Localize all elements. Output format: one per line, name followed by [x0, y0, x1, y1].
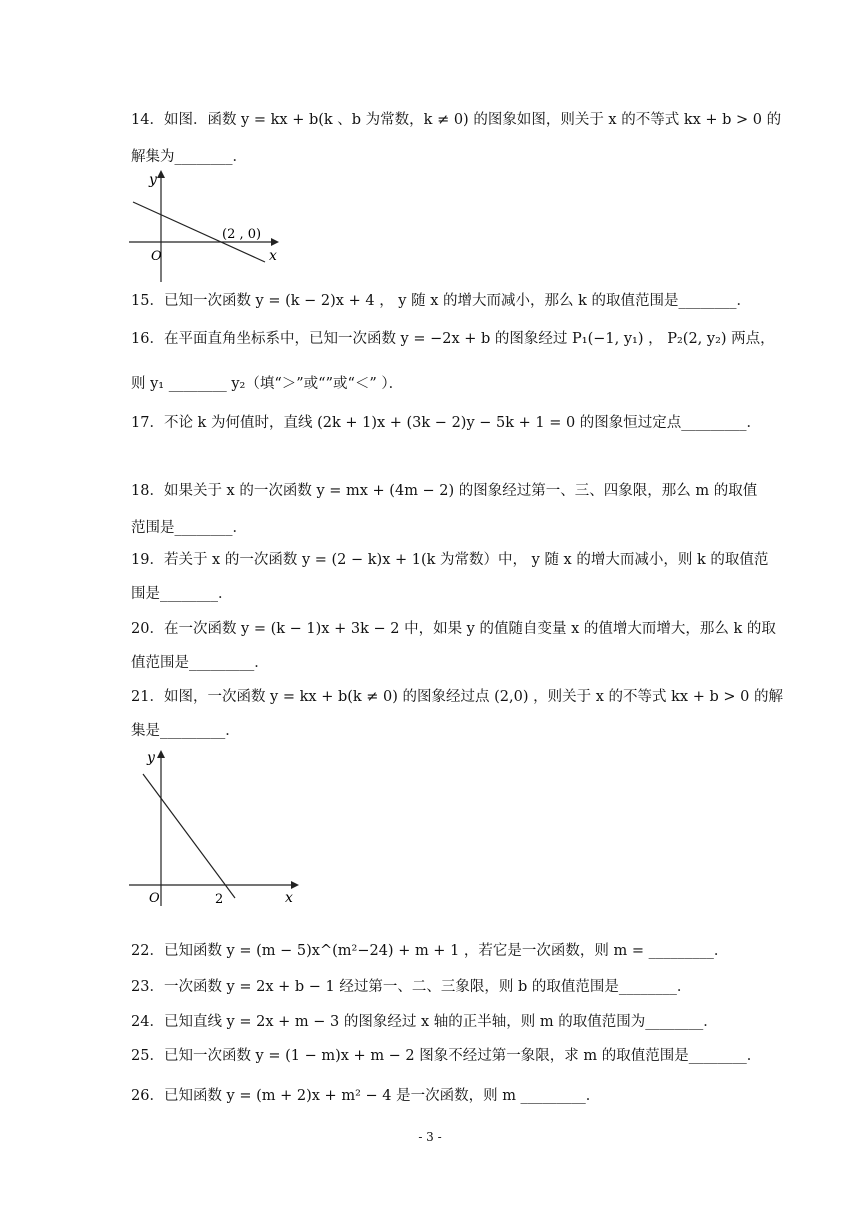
q26-line: 26．已知函数 y = (m + 2)x + m² − 4 是一次函数，则 m _________．	[131, 1088, 601, 1104]
q21-x-arrow	[291, 881, 299, 889]
q14-origin-label: O	[151, 249, 162, 264]
q14-figure	[125, 168, 285, 286]
q21-graph-line	[143, 774, 235, 898]
q18-line1: 18．如果关于 x 的一次函数 y = mx + (4m − 2) 的图象经过第一、三、四象限，那么 m 的取值	[131, 483, 758, 499]
q21-point-label: 2	[215, 892, 224, 907]
q22-line: 22．已知函数 y = (m − 5)x^(m²−24) + m + 1 ，若它是一次函数，则 m = _________．	[131, 943, 729, 959]
q14-x-label: x	[269, 248, 277, 264]
q21-x-label: x	[285, 890, 293, 906]
page-number: - 3 -	[418, 1130, 442, 1144]
q20-line1: 20．在一次函数 y = (k − 1)x + 3k − 2 中，如果 y 的值随自变量 x 的值增大而增大，那么 k 的取	[131, 621, 776, 637]
q18-line2: 范围是________．	[131, 520, 247, 536]
q21-line2: 集是_________．	[131, 723, 240, 739]
q14-line2: 解集为________．	[131, 149, 247, 165]
q19-line1: 19．若关于 x 的一次函数 y = (2 − k)x + 1(k 为常数）中， y 随 x 的增大而减小，则 k 的取值范	[131, 552, 769, 568]
q14-point-label: (2 , 0)	[222, 227, 262, 242]
q16-line2: 则 y₁ ________ y₂（填“＞”或“”或“＜” ）．	[131, 376, 404, 392]
q21-y-label: y	[147, 750, 155, 766]
q15-line: 15．已知一次函数 y = (k − 2)x + 4 ， y 随 x 的增大而减小，那么 k 的取值范围是________．	[131, 293, 752, 309]
q17-line: 17．不论 k 为何值时，直线 (2k + 1)x + (3k − 2)y − 5k + 1 = 0 的图象恒过定点_________．	[131, 415, 762, 431]
q21-line1: 21．如图，一次函数 y = kx + b(k ≠ 0) 的图象经过点 (2,0) ，则关于 x 的不等式 kx + b > 0 的解	[131, 689, 783, 705]
q21-figure	[125, 744, 305, 912]
q20-line2: 值范围是_________．	[131, 655, 269, 671]
q21-origin-label: O	[149, 891, 160, 906]
q14-y-arrow	[157, 170, 165, 178]
q21-y-arrow	[157, 750, 165, 758]
q25-line: 25．已知一次函数 y = (1 − m)x + m − 2 图象不经过第一象限，求 m 的取值范围是________．	[131, 1048, 762, 1064]
q16-line1: 16．在平面直角坐标系中，已知一次函数 y = −2x + b 的图象经过 P₁(−1, y₁) ， P₂(2, y₂) 两点，	[131, 331, 775, 347]
q23-line: 23．一次函数 y = 2x + b − 1 经过第一、二、三象限，则 b 的取值范围是________．	[131, 979, 692, 995]
q24-line: 24．已知直线 y = 2x + m − 3 的图象经过 x 轴的正半轴，则 m 的取值范围为________．	[131, 1014, 718, 1030]
q19-line2: 围是________．	[131, 586, 233, 602]
q14-line1: 14．如图．函数 y = kx + b(k 、b 为常数，k ≠ 0) 的图象如图，则关于 x 的不等式 kx + b > 0 的	[131, 112, 782, 128]
q14-y-label: y	[149, 172, 157, 188]
q14-x-arrow	[271, 238, 279, 246]
